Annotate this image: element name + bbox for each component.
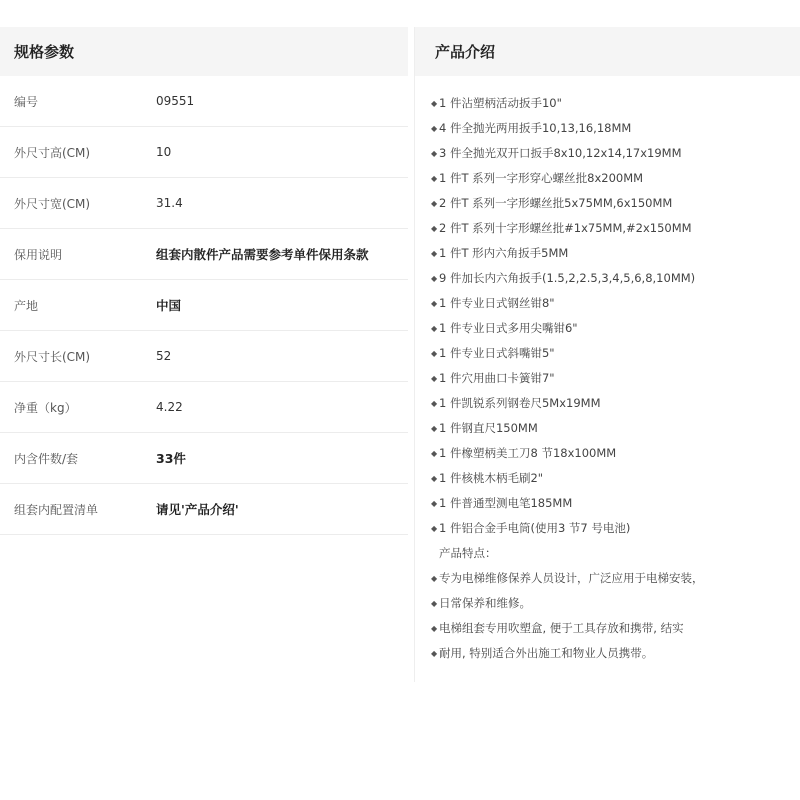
diamond-bullet-icon: ◆: [431, 374, 438, 383]
feature-text: 日常保养和维修。: [439, 596, 531, 610]
spec-value: 33件: [156, 451, 186, 466]
spec-row-count: [0, 433, 408, 484]
spec-value: 组套内散件产品需要参考单件保用条款: [156, 247, 369, 262]
list-item: [431, 491, 800, 516]
spec-value: 4.22: [156, 400, 183, 414]
spec-row-length: [0, 331, 408, 382]
spec-row-weight: [0, 382, 408, 433]
spec-label: 产地: [14, 298, 39, 313]
diamond-bullet-icon: ◆: [431, 324, 438, 333]
list-item: [431, 91, 800, 116]
diamond-bullet-icon: ◆: [431, 249, 438, 258]
features-title: 产品特点：: [439, 546, 497, 560]
spec-value: 中国: [156, 298, 182, 313]
list-item: [431, 366, 800, 391]
list-item: [431, 291, 800, 316]
list-item-text: 4 件全抛光两用扳手10,13,16,18MM: [439, 121, 632, 135]
list-item-text: 1 件穴用曲口卡簧钳7": [439, 371, 555, 385]
diamond-bullet-icon: ◆: [431, 599, 438, 608]
spec-label: 外尺寸宽(CM): [14, 196, 91, 211]
spec-panel: [0, 27, 408, 527]
list-item-text: 1 件凯锐系列钢卷尺5Mx19MM: [439, 396, 601, 410]
list-item: [431, 216, 800, 241]
spec-label: 内含件数/套: [14, 451, 79, 466]
spec-row-id: [0, 76, 408, 127]
spec-value: 10: [156, 145, 172, 159]
intro-header: 产品介绍: [415, 27, 800, 76]
spec-row-config: [0, 484, 408, 535]
spec-label: 组套内配置清单: [14, 502, 99, 517]
diamond-bullet-icon: ◆: [431, 299, 438, 308]
diamond-bullet-icon: ◆: [431, 224, 438, 233]
list-item-text: 1 件T 系列一字形穿心螺丝批8x200MM: [439, 171, 644, 185]
intro-body: [415, 76, 800, 666]
spec-label: 编号: [14, 94, 39, 109]
list-item: [431, 391, 800, 416]
list-item-text: 1 件沾塑柄活动扳手10": [439, 96, 562, 110]
list-item-text: 1 件铝合金手电筒(使用3 节7 号电池): [439, 521, 631, 535]
list-item: [431, 241, 800, 266]
diamond-bullet-icon: ◆: [431, 499, 438, 508]
diamond-bullet-icon: ◆: [431, 449, 438, 458]
feature-item: [431, 591, 800, 616]
spec-value: 52: [156, 349, 172, 363]
list-item: [431, 441, 800, 466]
list-item: [431, 166, 800, 191]
feature-text: 电梯组套专用吹塑盒, 便于工具存放和携带, 结实: [439, 621, 684, 635]
list-item-text: 1 件橡塑柄美工刀8 节18x100MM: [439, 446, 617, 460]
diamond-bullet-icon: ◆: [431, 99, 438, 108]
diamond-bullet-icon: ◆: [431, 624, 438, 633]
list-item: [431, 266, 800, 291]
list-item-text: 2 件T 系列一字形螺丝批5x75MM,6x150MM: [439, 196, 673, 210]
diamond-bullet-icon: ◆: [431, 274, 438, 283]
spec-value: 31.4: [156, 196, 183, 210]
list-item-text: 1 件钢直尺150MM: [439, 421, 538, 435]
diamond-bullet-icon: ◆: [431, 649, 438, 658]
feature-item: [431, 566, 800, 591]
list-item: [431, 141, 800, 166]
diamond-bullet-icon: ◆: [431, 399, 438, 408]
spec-row-height: [0, 127, 408, 178]
list-item-text: 3 件全抛光双开口扳手8x10,12x14,17x19MM: [439, 146, 682, 160]
spec-header: 规格参数: [0, 27, 408, 76]
list-item: [431, 416, 800, 441]
list-item-text: 2 件T 系列十字形螺丝批#1x75MM,#2x150MM: [439, 221, 692, 235]
list-item-text: 1 件普通型测电笔185MM: [439, 496, 573, 510]
list-item: [431, 116, 800, 141]
list-item: [431, 466, 800, 491]
list-item-text: 9 件加长内六角扳手(1.5,2,2.5,3,4,5,6,8,10MM): [439, 271, 696, 285]
diamond-bullet-icon: ◆: [431, 424, 438, 433]
diamond-bullet-icon: ◆: [431, 524, 438, 533]
diamond-bullet-icon: ◆: [431, 474, 438, 483]
list-item-text: 1 件T 形内六角扳手5MM: [439, 246, 569, 260]
spec-value: 请见'产品介绍': [156, 502, 239, 517]
list-item: [431, 191, 800, 216]
spec-row-width: [0, 178, 408, 229]
spec-row-origin: [0, 280, 408, 331]
diamond-bullet-icon: ◆: [431, 124, 438, 133]
diamond-bullet-icon: ◆: [431, 199, 438, 208]
spec-label: 保用说明: [14, 247, 63, 262]
list-item: [431, 316, 800, 341]
spec-value: 09551: [156, 94, 195, 108]
feature-item: [431, 616, 800, 641]
feature-text: 专为电梯维修保养人员设计，广泛应用于电梯安装，: [439, 571, 704, 585]
list-item: [431, 516, 800, 541]
spec-label: 外尺寸高(CM): [14, 145, 91, 160]
list-item: [431, 341, 800, 366]
diamond-bullet-icon: ◆: [431, 574, 438, 583]
diamond-bullet-icon: ◆: [431, 349, 438, 358]
spec-label: 外尺寸长(CM): [14, 349, 91, 364]
diamond-bullet-icon: ◆: [431, 149, 438, 158]
spec-row-warranty: [0, 229, 408, 280]
diamond-bullet-icon: ◆: [431, 174, 438, 183]
list-item-text: 1 件专业日式钢丝钳8": [439, 296, 555, 310]
feature-text: 耐用, 特别适合外出施工和物业人员携带。: [439, 646, 654, 660]
spec-label: 净重（kg）: [14, 400, 77, 415]
list-item-text: 1 件专业日式多用尖嘴钳6": [439, 321, 578, 335]
list-item-text: 1 件专业日式斜嘴钳5": [439, 346, 555, 360]
list-item-text: 1 件核桃木柄毛刷2": [439, 471, 544, 485]
intro-panel: [414, 27, 800, 682]
feature-item: [431, 641, 800, 666]
